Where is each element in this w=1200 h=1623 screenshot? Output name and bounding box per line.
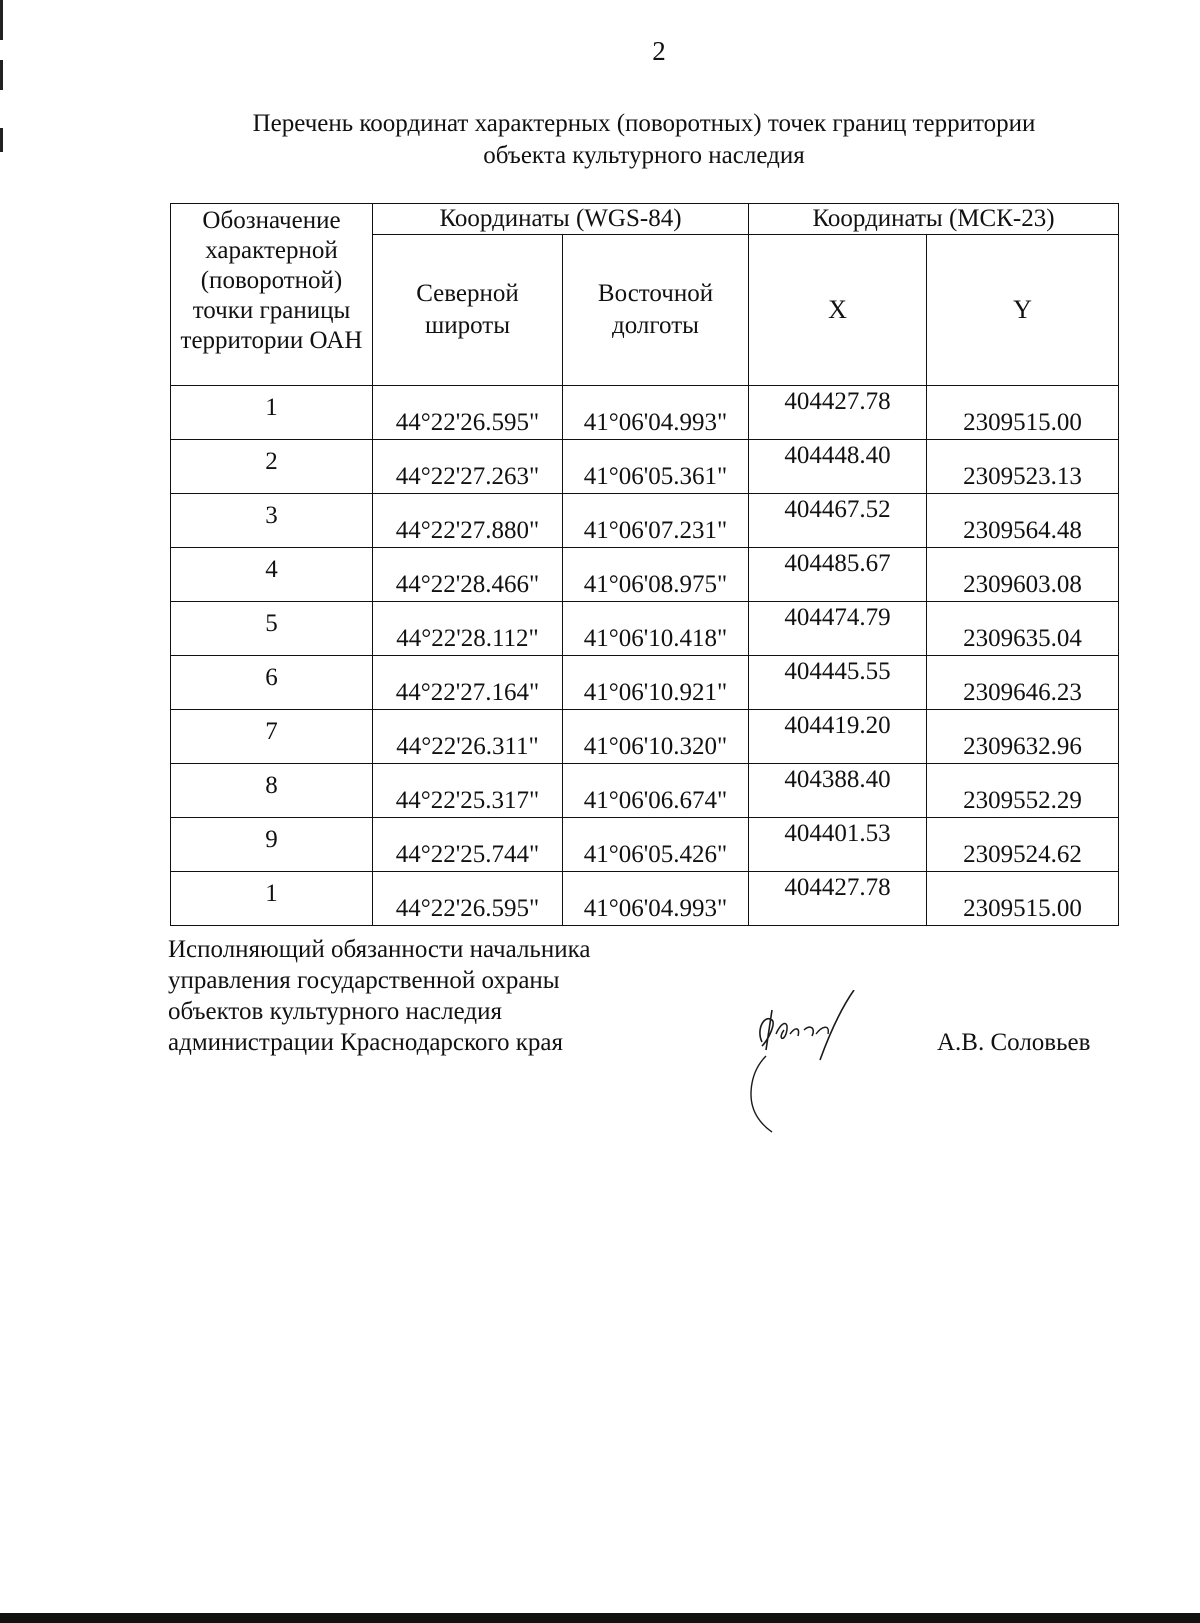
table-row bbox=[171, 818, 1119, 872]
point-x: 404445.55 bbox=[749, 656, 927, 710]
point-x: 404388.40 bbox=[749, 764, 927, 818]
signatory-name: А.В. Соловьев bbox=[937, 1029, 1091, 1056]
header-y: Y bbox=[927, 235, 1119, 386]
point-number: 1 bbox=[171, 872, 373, 926]
point-y: 2309632.96 bbox=[927, 710, 1119, 764]
point-x: 404474.79 bbox=[749, 602, 927, 656]
page-number: 2 bbox=[652, 36, 666, 66]
point-x: 404467.52 bbox=[749, 494, 927, 548]
point-longitude: 41°06'10.418" bbox=[563, 602, 749, 656]
point-latitude: 44°22'28.466" bbox=[373, 548, 563, 602]
coordinates-table bbox=[170, 203, 1119, 926]
header-latitude: Северной широты bbox=[373, 235, 563, 386]
point-y: 2309552.29 bbox=[927, 764, 1119, 818]
point-y: 2309635.04 bbox=[927, 602, 1119, 656]
table-row bbox=[171, 872, 1119, 926]
scan-bottom-edge bbox=[0, 1613, 1200, 1623]
point-latitude: 44°22'25.744" bbox=[373, 818, 563, 872]
point-x: 404427.78 bbox=[749, 872, 927, 926]
point-x: 404485.67 bbox=[749, 548, 927, 602]
point-latitude: 44°22'27.263" bbox=[373, 440, 563, 494]
table-row bbox=[171, 656, 1119, 710]
document-title bbox=[170, 108, 1118, 172]
signatory-position-line: администрации Краснодарского края bbox=[168, 1029, 564, 1056]
point-latitude: 44°22'27.164" bbox=[373, 656, 563, 710]
point-y: 2309524.62 bbox=[927, 818, 1119, 872]
point-longitude: 41°06'08.975" bbox=[563, 548, 749, 602]
point-latitude: 44°22'25.317" bbox=[373, 764, 563, 818]
table-row bbox=[171, 710, 1119, 764]
point-latitude: 44°22'26.595" bbox=[373, 872, 563, 926]
table-row bbox=[171, 764, 1119, 818]
point-y: 2309515.00 bbox=[927, 872, 1119, 926]
table-row bbox=[171, 602, 1119, 656]
point-number: 5 bbox=[171, 602, 373, 656]
point-longitude: 41°06'04.993" bbox=[563, 872, 749, 926]
point-number: 7 bbox=[171, 710, 373, 764]
point-number: 3 bbox=[171, 494, 373, 548]
point-longitude: 41°06'10.921" bbox=[563, 656, 749, 710]
point-number: 2 bbox=[171, 440, 373, 494]
table-row bbox=[171, 440, 1119, 494]
table-row bbox=[171, 386, 1119, 440]
header-x: X bbox=[749, 235, 927, 386]
point-y: 2309515.00 bbox=[927, 386, 1119, 440]
point-latitude: 44°22'26.595" bbox=[373, 386, 563, 440]
point-longitude: 41°06'10.320" bbox=[563, 710, 749, 764]
point-x: 404427.78 bbox=[749, 386, 927, 440]
point-y: 2309603.08 bbox=[927, 548, 1119, 602]
header-designation: Обозначение характерной (поворотной) точки границы территории ОАН bbox=[171, 204, 373, 386]
point-longitude: 41°06'06.674" bbox=[563, 764, 749, 818]
signatory-position-line: объектов культурного наследия bbox=[168, 998, 502, 1025]
point-number: 8 bbox=[171, 764, 373, 818]
table-row bbox=[171, 494, 1119, 548]
handwritten-signature-icon bbox=[750, 990, 870, 1140]
point-latitude: 44°22'26.311" bbox=[373, 710, 563, 764]
scan-edge-mark bbox=[0, 0, 3, 40]
header-wgs84: Координаты (WGS-84) bbox=[373, 204, 749, 235]
point-number: 1 bbox=[171, 386, 373, 440]
point-x: 404448.40 bbox=[749, 440, 927, 494]
point-number: 9 bbox=[171, 818, 373, 872]
point-longitude: 41°06'05.361" bbox=[563, 440, 749, 494]
point-number: 6 bbox=[171, 656, 373, 710]
point-y: 2309564.48 bbox=[927, 494, 1119, 548]
point-longitude: 41°06'07.231" bbox=[563, 494, 749, 548]
point-y: 2309646.23 bbox=[927, 656, 1119, 710]
signatory-position bbox=[168, 934, 590, 1058]
table-row bbox=[171, 548, 1119, 602]
point-latitude: 44°22'27.880" bbox=[373, 494, 563, 548]
point-longitude: 41°06'04.993" bbox=[563, 386, 749, 440]
point-longitude: 41°06'05.426" bbox=[563, 818, 749, 872]
signatory-position-line: управления государственной охраны bbox=[168, 967, 560, 994]
point-x: 404401.53 bbox=[749, 818, 927, 872]
point-latitude: 44°22'28.112" bbox=[373, 602, 563, 656]
document-title-line: Перечень координат характерных (поворотных) точек границ территории bbox=[252, 110, 1036, 137]
point-x: 404419.20 bbox=[749, 710, 927, 764]
document-title-line: объекта культурного наследия bbox=[483, 142, 805, 169]
signatory-position-line: Исполняющий обязанности начальника bbox=[168, 936, 591, 963]
point-y: 2309523.13 bbox=[927, 440, 1119, 494]
header-msk23: Координаты (МСК-23) bbox=[749, 204, 1119, 235]
point-number: 4 bbox=[171, 548, 373, 602]
header-longitude: Восточной долготы bbox=[563, 235, 749, 386]
scan-edge-mark bbox=[0, 128, 3, 152]
